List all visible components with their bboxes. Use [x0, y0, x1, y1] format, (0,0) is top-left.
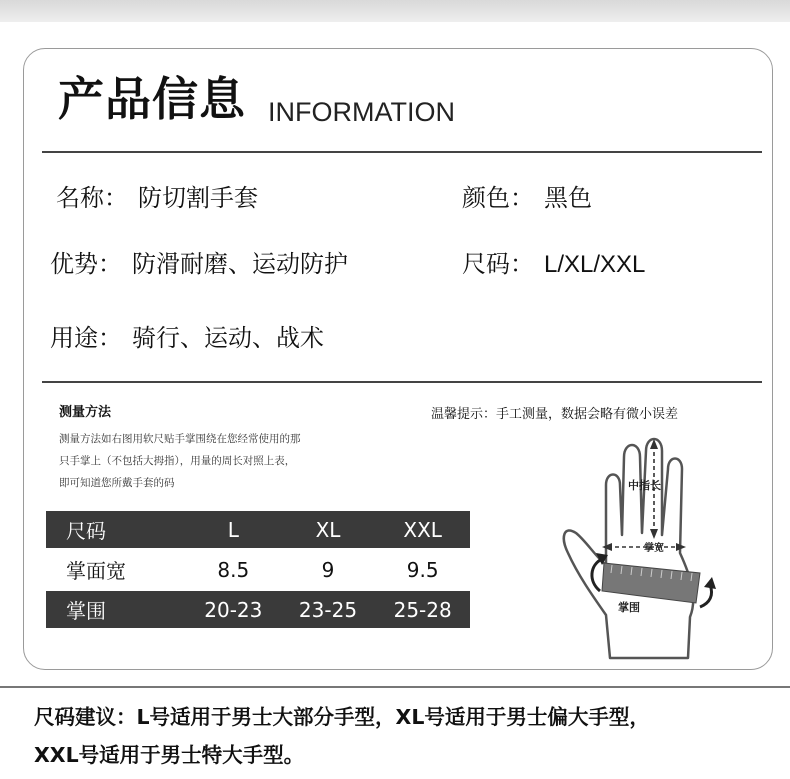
info-color: [462, 186, 592, 210]
info-size: [462, 252, 645, 277]
name-value: 防切割手套: [138, 184, 258, 212]
finger-length-label: 中指长: [628, 479, 661, 492]
color-value: 黑色: [544, 184, 592, 212]
measure-desc-line: 测量方法如右图用软尺贴手掌围绕在您经常使用的那: [59, 433, 301, 445]
table-cell: 23-25: [281, 591, 376, 628]
title-divider: [42, 151, 762, 153]
table-header-row: [46, 511, 470, 548]
table-cell: 25-28: [375, 591, 470, 628]
use-value: 骑行、运动、战术: [132, 324, 324, 352]
measure-tip: 温馨提示：手工测量，数据会略有微小误差: [431, 407, 679, 422]
table-cell: 9: [281, 548, 376, 591]
info-divider: [42, 381, 762, 383]
advantage-label: 优势：: [50, 250, 122, 278]
measure-description: [59, 428, 359, 494]
table-header-cell: XL: [281, 511, 376, 548]
arrow-head-icon: [650, 529, 658, 539]
measure-title: 测量方法: [59, 405, 112, 420]
page-title: 产品信息: [58, 72, 246, 126]
palm-girth-label: 掌围: [618, 601, 640, 614]
table-cell: 9.5: [375, 548, 470, 591]
size-advice-line-2: XXL号适用于男士特大手型。: [34, 743, 305, 767]
table-cell: 20-23: [186, 591, 281, 628]
table-header-cell: L: [186, 511, 281, 548]
color-label: 颜色：: [462, 184, 534, 212]
table-header-cell: 尺码: [46, 511, 186, 548]
use-label: 用途：: [50, 324, 122, 352]
bottom-divider: [0, 686, 790, 688]
advantage-value: 防滑耐磨、运动防护: [132, 250, 348, 278]
girth-arrow-right: [700, 585, 712, 607]
info-name: [56, 186, 258, 210]
size-advice-line-1: 尺码建议：L号适用于男士大部分手型，XL号适用于男士偏大手型，: [34, 705, 650, 729]
top-band: [0, 0, 790, 22]
info-advantage: [50, 252, 348, 276]
table-cell: 掌面宽: [46, 548, 186, 591]
table-row: [46, 548, 470, 591]
page-subtitle: INFORMATION: [268, 97, 455, 127]
table-cell: 8.5: [186, 548, 281, 591]
size-value: L/XL/XXL: [544, 251, 646, 278]
size-table: [46, 511, 470, 628]
palm-width-label: 掌宽: [644, 543, 664, 554]
hand-outline: [564, 439, 693, 658]
info-use: [50, 326, 324, 350]
measure-desc-line: 只手掌上（不包括大拇指），用量的周长对照上表，: [59, 455, 296, 467]
size-label: 尺码：: [462, 250, 534, 278]
measure-desc-line: 即可知道您所戴手套的码: [59, 477, 175, 489]
table-cell: 掌围: [46, 591, 186, 628]
table-row: [46, 591, 470, 628]
name-label: 名称：: [56, 184, 128, 212]
girth-arrow-left: [592, 559, 602, 591]
table-header-cell: XXL: [375, 511, 470, 548]
arrow-head-icon: [704, 577, 716, 589]
hand-measure-illustration: [540, 425, 765, 665]
tape-measure: [602, 563, 700, 603]
